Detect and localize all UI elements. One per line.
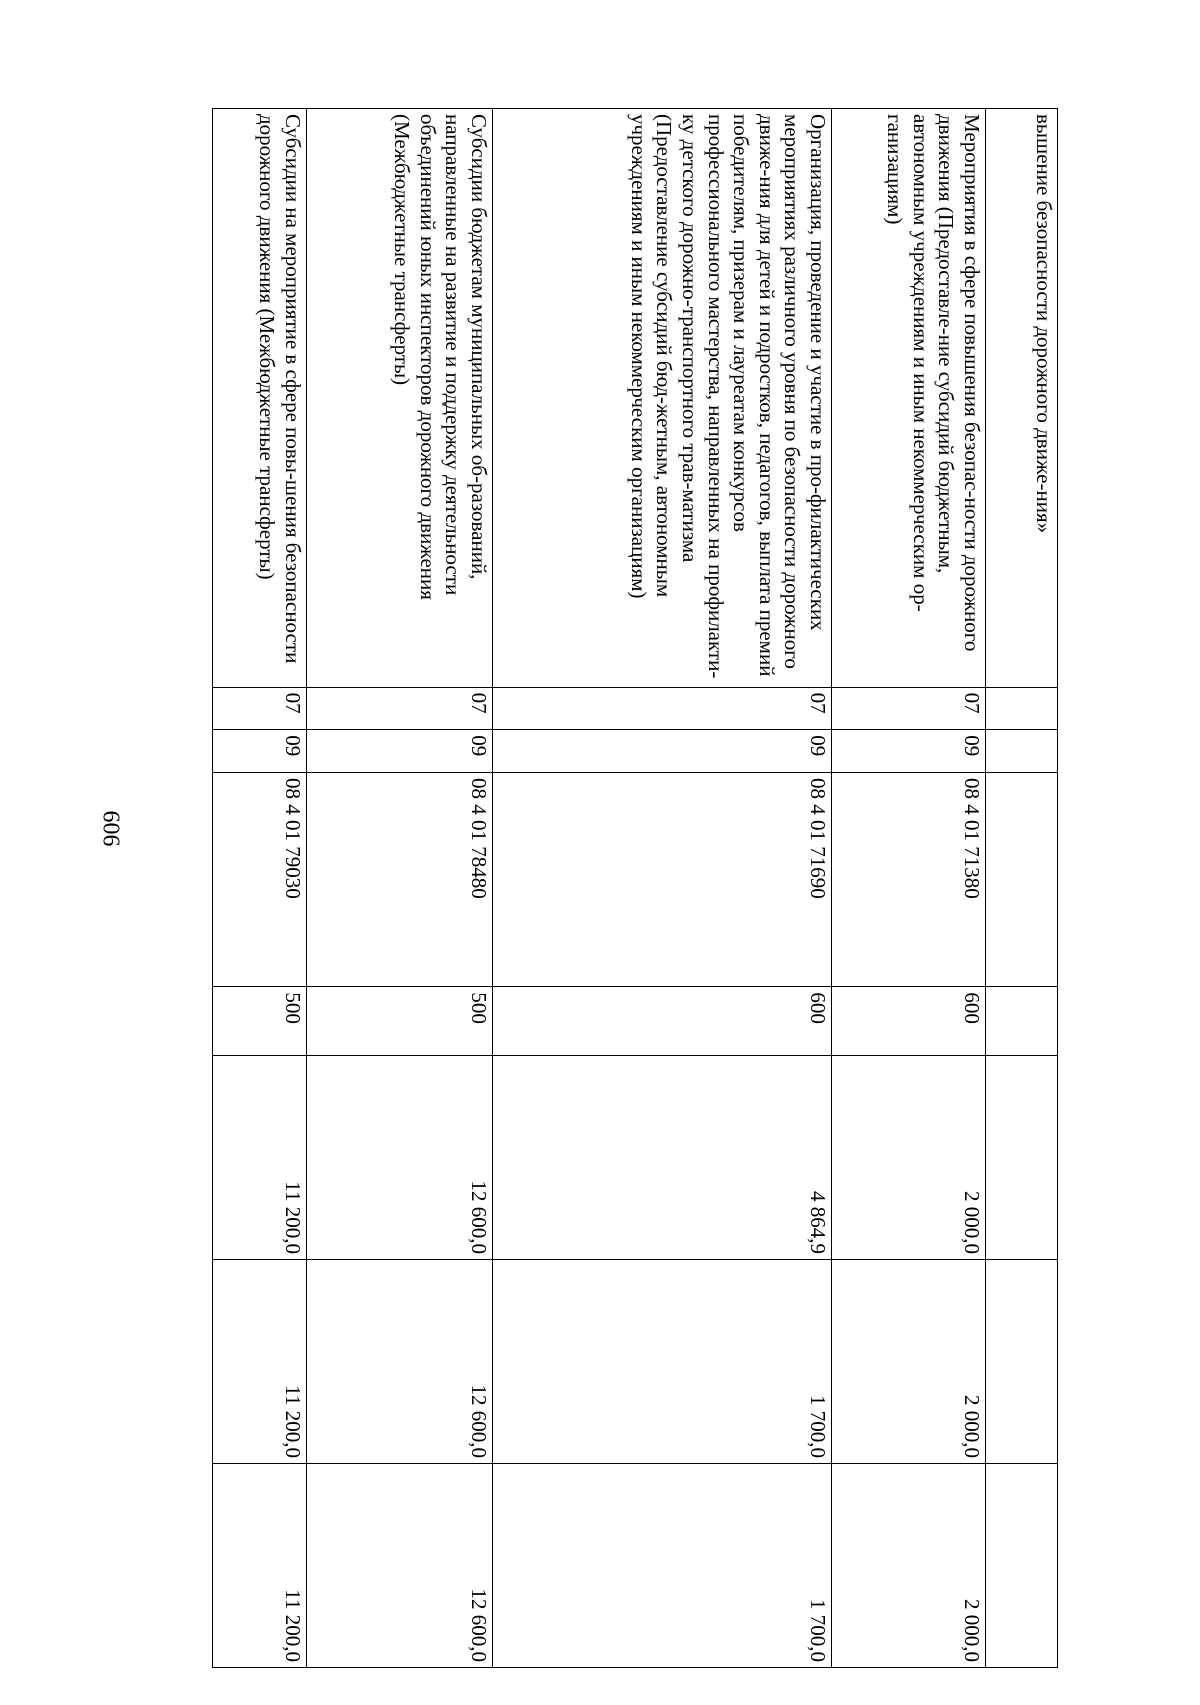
amount-cell-1: 11 200,0 xyxy=(213,1056,307,1260)
table-row xyxy=(307,109,493,1668)
page-number: 606 xyxy=(97,810,124,847)
amount-cell-3: 2 000,0 xyxy=(832,1463,986,1667)
target-article-cell: 08 4 01 79030 xyxy=(213,772,307,986)
expense-type-cell: 600 xyxy=(832,987,986,1056)
subsection-cell: 09 xyxy=(213,730,307,773)
expense-type-cell: 500 xyxy=(307,987,493,1056)
target-article-cell xyxy=(986,772,1058,986)
amount-cell-1: 12 600,0 xyxy=(307,1056,493,1260)
row-name-cell: Мероприятия в сфере повышения безопас-ности дорожного движения (Предоставле-ние субсидий бюджетным, автономным учреждениям и иным некоммерческим ор-ганизациям) xyxy=(832,109,986,688)
budget-table xyxy=(212,108,1058,1668)
row-name-cell: Субсидии бюджетам муниципальных об-разований, направленные на развитие и поддержку деятельности объединений юных инспекторов дорожного движения (Межбюджетные трансферты) xyxy=(307,109,493,688)
table-row xyxy=(493,109,832,1668)
target-article-cell: 08 4 01 71690 xyxy=(493,772,832,986)
subsection-cell: 09 xyxy=(832,730,986,773)
budget-table-wrapper xyxy=(198,108,1058,1668)
row-name-cell: Организация, проведение и участие в про-филактических мероприятиях различного уровня по безопасности дорожного движе-ния для детей и подростков, педагогов, выплата премий победителям, призерам и лауреатам конкурсов профессионального мастерства, направленных на профилакти-ку детского дорожно-транспортного трав-матизма (Предоставление субсидий бюд-жетным, автономным учреждениям и иным некоммерческим организациям) xyxy=(493,109,832,688)
target-article-cell: 08 4 01 71380 xyxy=(832,772,986,986)
table-row xyxy=(213,109,307,1668)
row-name-cell: Субсидии на мероприятие в сфере повы-шения безопасности дорожного движения (Межбюджетные трансферты) xyxy=(213,109,307,688)
row-name-cell: вышение безопасности дорожного движе-ния» xyxy=(986,109,1058,688)
target-article-cell: 08 4 01 78480 xyxy=(307,772,493,986)
amount-cell-3: 12 600,0 xyxy=(307,1463,493,1667)
section-cell: 07 xyxy=(213,687,307,730)
amount-cell-2: 1 700,0 xyxy=(493,1259,832,1463)
subsection-cell xyxy=(986,730,1058,773)
amount-cell-2: 12 600,0 xyxy=(307,1259,493,1463)
expense-type-cell xyxy=(986,987,1058,1056)
amount-cell-2: 2 000,0 xyxy=(832,1259,986,1463)
table-row xyxy=(986,109,1058,1668)
subsection-cell: 09 xyxy=(493,730,832,773)
table-row xyxy=(832,109,986,1668)
amount-cell-2 xyxy=(986,1259,1058,1463)
section-cell: 07 xyxy=(832,687,986,730)
section-cell xyxy=(986,687,1058,730)
expense-type-cell: 500 xyxy=(213,987,307,1056)
amount-cell-2: 11 200,0 xyxy=(213,1259,307,1463)
expense-type-cell: 600 xyxy=(493,987,832,1056)
amount-cell-3: 11 200,0 xyxy=(213,1463,307,1667)
subsection-cell: 09 xyxy=(307,730,493,773)
amount-cell-3 xyxy=(986,1463,1058,1667)
amount-cell-1: 4 864,9 xyxy=(493,1056,832,1260)
section-cell: 07 xyxy=(307,687,493,730)
amount-cell-3: 1 700,0 xyxy=(493,1463,832,1667)
amount-cell-1: 2 000,0 xyxy=(832,1056,986,1260)
section-cell: 07 xyxy=(493,687,832,730)
amount-cell-1 xyxy=(986,1056,1058,1260)
